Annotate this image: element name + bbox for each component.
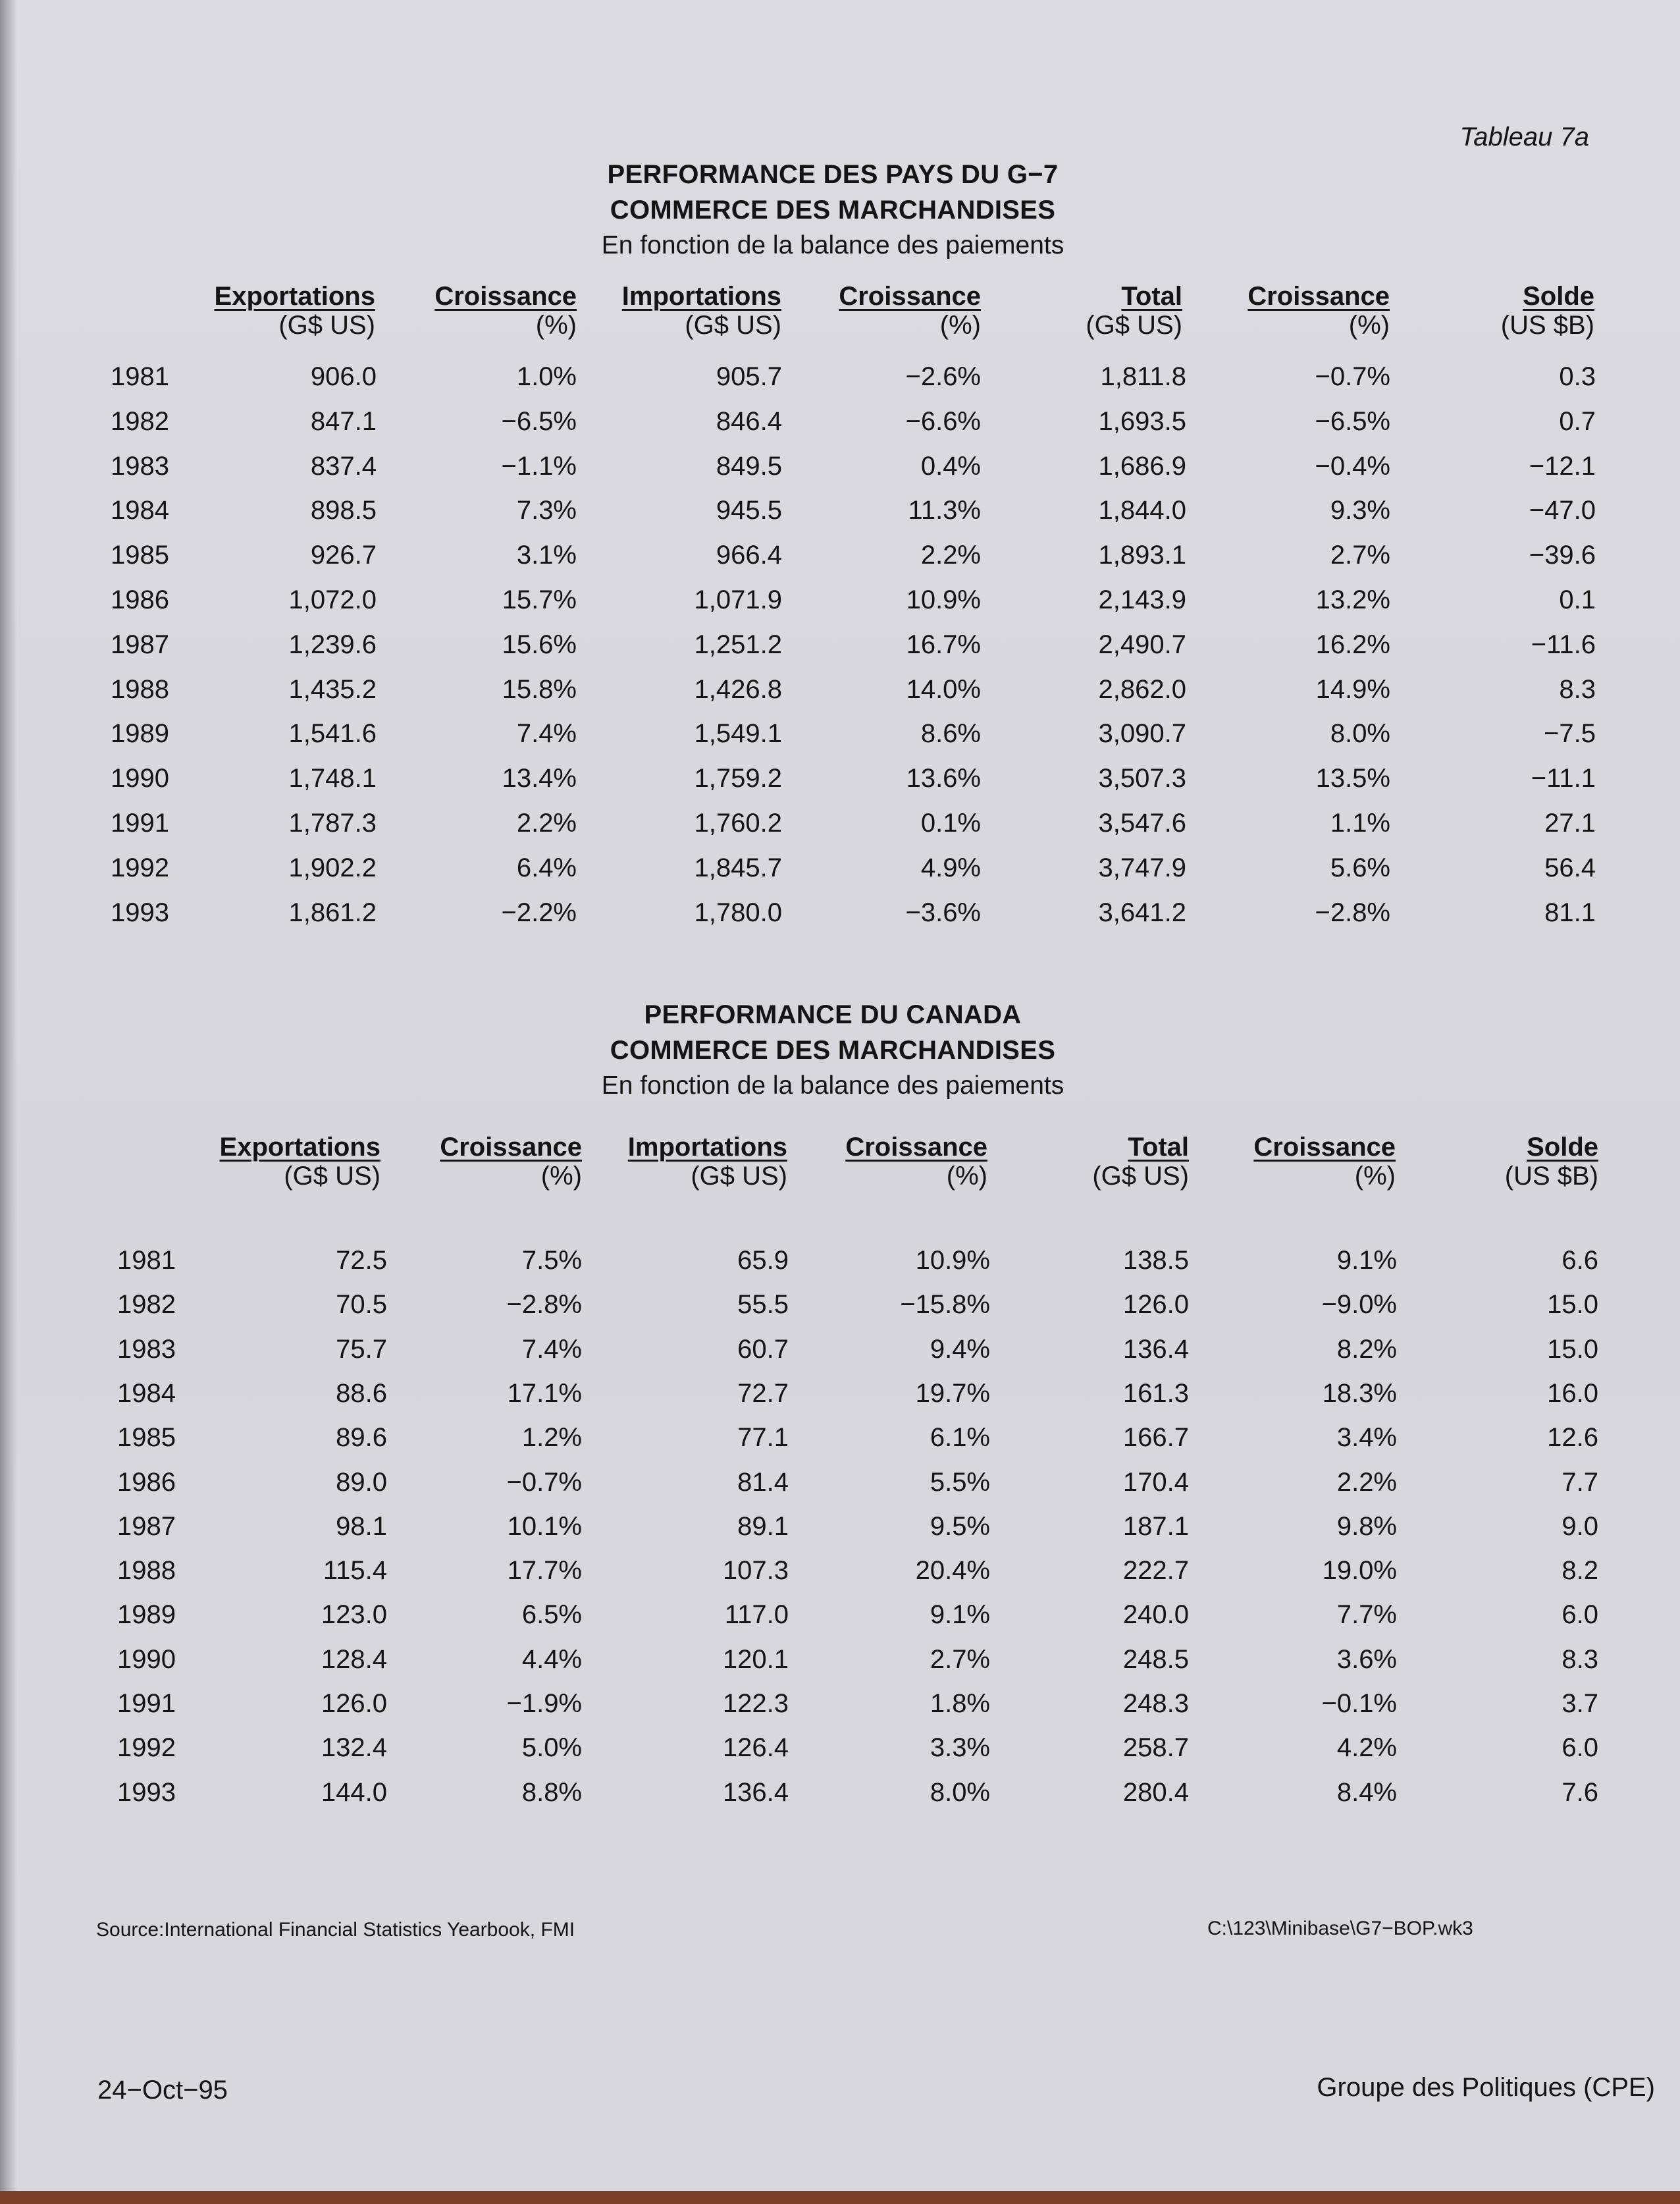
g7-title-1: PERFORMANCE DES PAYS DU G−7 [607,160,1059,189]
value-cell: 3.3% [930,1733,990,1762]
canada-header-1 [440,1134,582,1189]
value-cell: 126.4 [722,1733,789,1762]
value-cell: −2.6% [905,362,981,391]
value-cell: 1,893.1 [1098,541,1186,570]
value-cell: 14.0% [906,675,981,704]
value-cell: −6.6% [905,407,981,436]
value-cell: 6.0 [1562,1733,1598,1762]
value-cell: 1,072.0 [288,585,377,614]
value-cell: 72.7 [737,1379,789,1408]
table-row [0,898,1680,932]
value-cell: 1,759.2 [694,764,782,793]
value-cell: 15.7% [502,585,577,614]
column-header-title: Croissance [434,282,577,311]
table-row [0,541,1680,575]
value-cell: 56.4 [1544,853,1596,882]
value-cell: 7.7% [1336,1600,1397,1629]
value-cell: −6.5% [1315,407,1390,436]
table-reference: Tableau 7a [1459,122,1589,151]
value-cell: 65.9 [737,1246,789,1275]
value-cell: 1,748.1 [288,764,377,793]
table-row [0,853,1680,888]
value-cell: 926.7 [310,541,377,570]
value-cell: 144.0 [321,1778,387,1807]
value-cell: 15.0 [1547,1290,1598,1319]
value-cell: 5.6% [1330,853,1390,882]
value-cell: 2,490.7 [1098,630,1186,659]
year-cell: 1990 [111,764,169,793]
year-cell: 1989 [111,719,169,748]
value-cell: 1,071.9 [694,585,782,614]
g7-header-6 [1501,283,1594,338]
table-row [0,764,1680,798]
value-cell: 170.4 [1122,1468,1189,1497]
value-cell: 107.3 [722,1556,789,1585]
value-cell: 81.4 [737,1468,789,1497]
value-cell: 77.1 [737,1423,789,1452]
value-cell: 27.1 [1544,809,1596,838]
value-cell: 1,902.2 [288,853,377,882]
g7-header-0 [215,283,375,338]
value-cell: −0.7% [506,1468,582,1497]
value-cell: 3.1% [516,541,577,570]
value-cell: 9.4% [930,1335,990,1364]
table-row [0,719,1680,753]
value-cell: 8.2 [1562,1556,1598,1585]
canada-header-4 [1092,1134,1189,1189]
value-cell: 81.1 [1544,898,1596,927]
value-cell: −7.5 [1544,719,1596,748]
value-cell: −1.1% [501,452,577,481]
value-cell: 1.0% [516,362,577,391]
value-cell: 161.3 [1122,1379,1189,1408]
value-cell: 4.4% [521,1645,582,1674]
value-cell: 1,435.2 [288,675,377,704]
column-header-unit: (G$ US) [1086,311,1182,340]
column-header-title: Total [1128,1133,1189,1162]
value-cell: −47.0 [1529,496,1596,525]
value-cell: 1,844.0 [1098,496,1186,525]
value-cell: 6.1% [930,1423,990,1452]
value-cell: −15.8% [900,1290,990,1319]
value-cell: 126.0 [1122,1290,1189,1319]
value-cell: 115.4 [323,1556,387,1585]
value-cell: 1,251.2 [694,630,782,659]
value-cell: 3.7 [1562,1689,1598,1718]
value-cell: 258.7 [1122,1733,1189,1762]
value-cell: 120.1 [722,1645,789,1674]
value-cell: 8.0% [1330,719,1390,748]
value-cell: 13.2% [1315,585,1390,614]
table-row [0,1689,1680,1723]
year-cell: 1988 [111,675,169,704]
g7-title-block [0,157,1666,263]
value-cell: 10.1% [507,1512,582,1541]
year-cell: 1981 [117,1246,176,1275]
value-cell: 248.3 [1122,1689,1189,1718]
value-cell: 280.4 [1122,1778,1189,1807]
column-header-unit: (US $B) [1504,1162,1598,1191]
value-cell: 7.4% [516,719,577,748]
g7-title-2: COMMERCE DES MARCHANDISES [610,196,1056,225]
g7-header-2 [622,283,781,338]
table-row [0,809,1680,843]
value-cell: 0.1 [1559,585,1596,614]
value-cell: 240.0 [1122,1600,1189,1629]
value-cell: 15.6% [502,630,577,659]
table-row [0,1778,1680,1812]
value-cell: 898.5 [310,496,377,525]
table-row [0,496,1680,530]
value-cell: 15.8% [502,675,577,704]
year-cell: 1982 [111,407,169,436]
value-cell: 906.0 [310,362,377,391]
year-cell: 1982 [117,1290,176,1319]
table-row [0,452,1680,486]
year-cell: 1985 [111,541,169,570]
column-header-unit: (%) [1354,1162,1396,1191]
value-cell: 13.6% [906,764,981,793]
value-cell: 12.6 [1547,1423,1598,1452]
value-cell: 3,747.9 [1098,853,1186,882]
value-cell: 16.7% [906,630,981,659]
value-cell: 7.6 [1562,1778,1598,1807]
year-cell: 1987 [111,630,169,659]
value-cell: −6.5% [501,407,577,436]
value-cell: 89.6 [336,1423,387,1452]
value-cell: 837.4 [310,452,377,481]
value-cell: 7.3% [516,496,577,525]
value-cell: 8.2% [1336,1335,1397,1364]
year-cell: 1993 [111,898,169,927]
column-header-title: Solde [1527,1133,1598,1162]
value-cell: 6.4% [516,853,577,882]
value-cell: 1,549.1 [694,719,782,748]
column-header-unit: (%) [1348,311,1390,340]
value-cell: 8.6% [920,719,981,748]
value-cell: 166.7 [1122,1423,1189,1452]
column-header-unit: (G$ US) [278,311,375,340]
value-cell: 3,641.2 [1098,898,1186,927]
value-cell: 10.9% [915,1246,990,1275]
column-header-unit: (US $B) [1500,311,1594,340]
year-cell: 1992 [117,1733,176,1762]
value-cell: 16.2% [1315,630,1390,659]
value-cell: −0.4% [1315,452,1390,481]
value-cell: 128.4 [321,1645,387,1674]
value-cell: 132.4 [321,1733,387,1762]
year-cell: 1981 [111,362,169,391]
table-row [0,630,1680,664]
year-cell: 1986 [117,1468,176,1497]
table-row [0,1335,1680,1369]
table-row [0,1512,1680,1546]
value-cell: 2.2% [516,809,577,838]
value-cell: 4.9% [920,853,981,882]
value-cell: 3.6% [1336,1645,1397,1674]
value-cell: −12.1 [1529,452,1596,481]
footer-group: Groupe des Politiques (CPE) [1317,2073,1655,2102]
canada-header-6 [1505,1134,1598,1189]
value-cell: 2.2% [920,541,981,570]
table-row [0,1379,1680,1413]
value-cell: 20.4% [915,1556,990,1585]
canada-title-1: PERFORMANCE DU CANADA [644,1000,1022,1029]
value-cell: 14.9% [1315,675,1390,704]
table-row [0,407,1680,441]
value-cell: 1,239.6 [288,630,377,659]
value-cell: 15.0 [1547,1335,1598,1364]
value-cell: 60.7 [737,1335,789,1364]
value-cell: 1,541.6 [288,719,377,748]
column-header-title: Importations [627,1133,787,1162]
year-cell: 1984 [117,1379,176,1408]
column-header-title: Croissance [839,282,981,311]
value-cell: −2.8% [506,1290,582,1319]
value-cell: 5.0% [521,1733,582,1762]
column-header-unit: (G$ US) [685,311,781,340]
column-header-title: Exportations [214,282,375,311]
value-cell: 945.5 [716,496,782,525]
column-header-title: Croissance [1247,282,1390,311]
g7-header-5 [1247,283,1390,338]
value-cell: 1,811.8 [1100,362,1186,391]
canada-subtitle: En fonction de la balance des paiements [601,1071,1064,1100]
value-cell: 248.5 [1122,1645,1189,1674]
value-cell: 5.5% [930,1468,990,1497]
year-cell: 1984 [111,496,169,525]
column-header-unit: (%) [535,311,577,340]
canada-header-0 [220,1134,381,1189]
value-cell: 9.0 [1562,1512,1598,1541]
value-cell: 3,090.7 [1098,719,1186,748]
year-cell: 1989 [117,1600,176,1629]
value-cell: 0.4% [920,452,981,481]
value-cell: −11.6 [1531,630,1596,659]
column-header-unit: (G$ US) [1092,1162,1189,1191]
value-cell: 2,143.9 [1098,585,1186,614]
value-cell: 9.3% [1330,496,1390,525]
year-cell: 1985 [117,1423,176,1452]
value-cell: 126.0 [321,1689,387,1718]
value-cell: 1.1% [1330,809,1390,838]
value-cell: −0.1% [1321,1689,1397,1718]
year-cell: 1983 [117,1335,176,1364]
value-cell: 6.5% [521,1600,582,1629]
value-cell: 19.0% [1322,1556,1397,1585]
value-cell: 1,760.2 [694,809,782,838]
year-cell: 1986 [111,585,169,614]
column-header-title: Croissance [845,1133,987,1162]
value-cell: 3,547.6 [1098,809,1186,838]
value-cell: 2,862.0 [1098,675,1186,704]
value-cell: 138.5 [1122,1246,1189,1275]
value-cell: 7.4% [521,1335,582,1364]
value-cell: 98.1 [336,1512,387,1541]
value-cell: 0.3 [1559,362,1596,391]
value-cell: 136.4 [722,1778,789,1807]
value-cell: 75.7 [336,1335,387,1364]
value-cell: 17.1% [507,1379,582,1408]
value-cell: 8.3 [1562,1645,1598,1674]
table-row [0,1468,1680,1502]
g7-header-4 [1086,283,1182,338]
canada-header-2 [628,1134,787,1189]
value-cell: 70.5 [336,1290,387,1319]
value-cell: 8.0% [930,1778,990,1807]
column-header-title: Importations [621,282,781,311]
table-row [0,1246,1680,1280]
year-cell: 1992 [111,853,169,882]
value-cell: 6.6 [1562,1246,1598,1275]
column-header-title: Solde [1523,282,1594,311]
value-cell: 846.4 [716,407,782,436]
value-cell: 905.7 [716,362,782,391]
canada-title-2: COMMERCE DES MARCHANDISES [610,1036,1056,1065]
table-row [0,675,1680,709]
value-cell: 1,780.0 [694,898,782,927]
page-bottom-edge [0,2191,1680,2204]
value-cell: 1,693.5 [1098,407,1186,436]
value-cell: 222.7 [1122,1556,1189,1585]
value-cell: −11.1 [1531,764,1596,793]
value-cell: 9.1% [930,1600,990,1629]
value-cell: 4.2% [1336,1733,1397,1762]
year-cell: 1991 [117,1689,176,1718]
value-cell: 17.7% [507,1556,582,1585]
table-row [0,1645,1680,1679]
value-cell: −0.7% [1315,362,1390,391]
value-cell: 13.5% [1315,764,1390,793]
value-cell: 1,861.2 [288,898,377,927]
year-cell: 1987 [117,1512,176,1541]
value-cell: 8.4% [1336,1778,1397,1807]
table-row [0,1556,1680,1590]
value-cell: 117.0 [724,1600,789,1629]
value-cell: 1,845.7 [694,853,782,882]
value-cell: 11.3% [908,496,981,525]
value-cell: −2.2% [501,898,577,927]
value-cell: 2.2% [1336,1468,1397,1497]
g7-header-3 [839,283,981,338]
source-note: Source:International Financial Statistics Yearbook, FMI [96,1919,575,1941]
value-cell: −3.6% [905,898,981,927]
value-cell: 3.4% [1336,1423,1397,1452]
value-cell: 2.7% [930,1645,990,1674]
value-cell: 136.4 [1122,1335,1189,1364]
column-header-unit: (%) [540,1162,582,1191]
canada-header-3 [845,1134,987,1189]
value-cell: 89.1 [737,1512,789,1541]
value-cell: 7.7 [1562,1468,1598,1497]
value-cell: 9.8% [1336,1512,1397,1541]
year-cell: 1993 [117,1778,176,1807]
canada-title-block [0,997,1666,1104]
value-cell: 847.1 [310,407,377,436]
column-header-title: Croissance [440,1133,582,1162]
value-cell: 13.4% [502,764,577,793]
table-row [0,1733,1680,1767]
value-cell: 8.3 [1559,675,1596,704]
column-header-unit: (G$ US) [691,1162,787,1191]
value-cell: 849.5 [716,452,782,481]
value-cell: 3,507.3 [1098,764,1186,793]
table-row [0,585,1680,620]
column-header-title: Exportations [219,1133,381,1162]
value-cell: −1.9% [506,1689,582,1718]
value-cell: 0.7 [1559,407,1596,436]
value-cell: 89.0 [336,1468,387,1497]
column-header-title: Croissance [1253,1133,1396,1162]
canada-header-5 [1253,1134,1396,1189]
value-cell: 10.9% [906,585,981,614]
value-cell: 2.7% [1330,541,1390,570]
footer-date: 24−Oct−95 [97,2076,228,2105]
value-cell: 1.2% [521,1423,582,1452]
value-cell: −39.6 [1529,541,1596,570]
value-cell: 1,686.9 [1098,452,1186,481]
value-cell: −9.0% [1321,1290,1397,1319]
value-cell: 6.0 [1562,1600,1598,1629]
g7-header-1 [434,283,577,338]
value-cell: 1,426.8 [694,675,782,704]
year-cell: 1991 [111,809,169,838]
year-cell: 1990 [117,1645,176,1674]
value-cell: 1.8% [930,1689,990,1718]
value-cell: 966.4 [716,541,782,570]
value-cell: 16.0 [1547,1379,1598,1408]
table-row [0,1290,1680,1324]
column-header-unit: (G$ US) [284,1162,381,1191]
value-cell: 187.1 [1122,1512,1189,1541]
table-row [0,362,1680,396]
value-cell: 88.6 [336,1379,387,1408]
value-cell: 0.1% [920,809,981,838]
value-cell: 8.8% [521,1778,582,1807]
column-header-unit: (%) [946,1162,987,1191]
value-cell: 122.3 [722,1689,789,1718]
value-cell: −2.8% [1315,898,1390,927]
value-cell: 123.0 [321,1600,387,1629]
g7-subtitle: En fonction de la balance des paiements [601,231,1064,259]
value-cell: 19.7% [915,1379,990,1408]
table-row [0,1423,1680,1457]
year-cell: 1988 [117,1556,176,1585]
table-row [0,1600,1680,1634]
year-cell: 1983 [111,452,169,481]
value-cell: 55.5 [737,1290,789,1319]
value-cell: 9.1% [1336,1246,1397,1275]
value-cell: 18.3% [1322,1379,1397,1408]
value-cell: 1,787.3 [288,809,377,838]
value-cell: 7.5% [521,1246,582,1275]
value-cell: 72.5 [336,1246,387,1275]
file-path: C:\123\Minibase\G7−BOP.wk3 [1207,1918,1473,1939]
column-header-title: Total [1121,282,1182,311]
value-cell: 9.5% [930,1512,990,1541]
column-header-unit: (%) [939,311,981,340]
